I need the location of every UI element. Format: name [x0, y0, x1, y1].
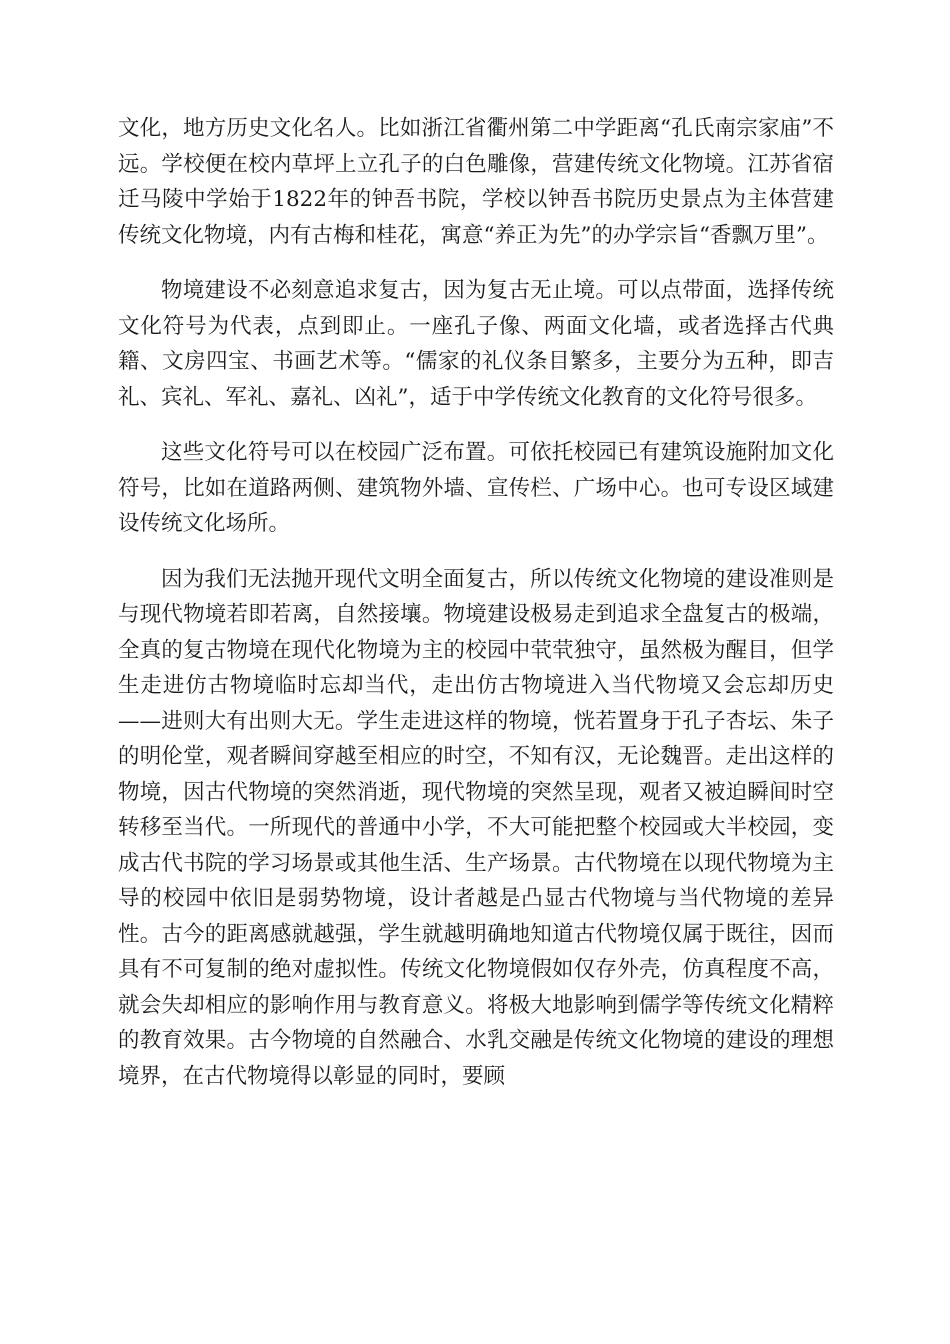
paragraph-continued: 文化，地方历史文化名人。比如浙江省衢州第二中学距离“孔氏南宗家庙”不远。学校便在校内草坪上立孔子的白色雕像，营建传统文化物境。江苏省宿迁马陵中学始于1822年的钟吾书院，学校以钟吾书院历史景点为主体营建传统文化物境，内有古梅和桂花，寓意“养正为先”的办学宗旨“香飘万里”。: [118, 116, 834, 248]
paragraph: 这些文化符号可以在校园广泛布置。可依托校园已有建筑设施附加文化符号，比如在道路两侧、建筑物外墙、宣传栏、广场中心。也可专设区域建设传统文化场所。: [118, 440, 834, 536]
paragraph: 因为我们无法抛开现代文明全面复古，所以传统文化物境的建设准则是与现代物境若即若离，自然接壤。物境建设极易走到追求全盘复古的极端，全真的复古物境在现代化物境为主的校园中茕茕独守，虽然极为醒目，但学生走进仿古物境临时忘却当代，走出仿古物境进入当代物境又会忘却历史——进则大有出则大无。学生走进这样的物境，恍若置身于孔子杏坛、朱子的明伦堂，观者瞬间穿越至相应的时空，不知有汉，无论魏晋。走出这样的物境，因古代物境的突然消逝，现代物境的突然呈现，观者又被迫瞬间时空转移至当代。一所现代的普通中小学，不大可能把整个校园或大半校园，变成古代书院的学习场景或其他生活、生产场景。古代物境在以现代物境为主导的校园中依旧是弱势物境，设计者越是凸显古代物境与当代物境的差异性。古今的距离感就越强，学生就越明确地知道古代物境仅属于既往，因而具有不可复制的绝对虚拟性。传统文化物境假如仅存外壳，仿真程度不高，就会失却相应的影响作用与教育意义。将极大地影响到儒学等传统文化精粹的教育效果。古今物境的自然融合、水乳交融是传统文化物境的建设的理想境界，在古代物境得以彰显的同时，要顾: [118, 566, 834, 1089]
body-text: [118, 111, 834, 1114]
paragraph: 物境建设不必刻意追求复古，因为复古无止境。可以点带面，选择传统文化符号为代表，点到即止。一座孔子像、两面文化墙，或者选择古代典籍、文房四宝、书画艺术等。“儒家的礼仪条目繁多，主要分为五种，即吉礼、宾礼、军礼、嘉礼、凶礼”，适于中学传统文化教育的文化符号很多。: [118, 278, 834, 410]
